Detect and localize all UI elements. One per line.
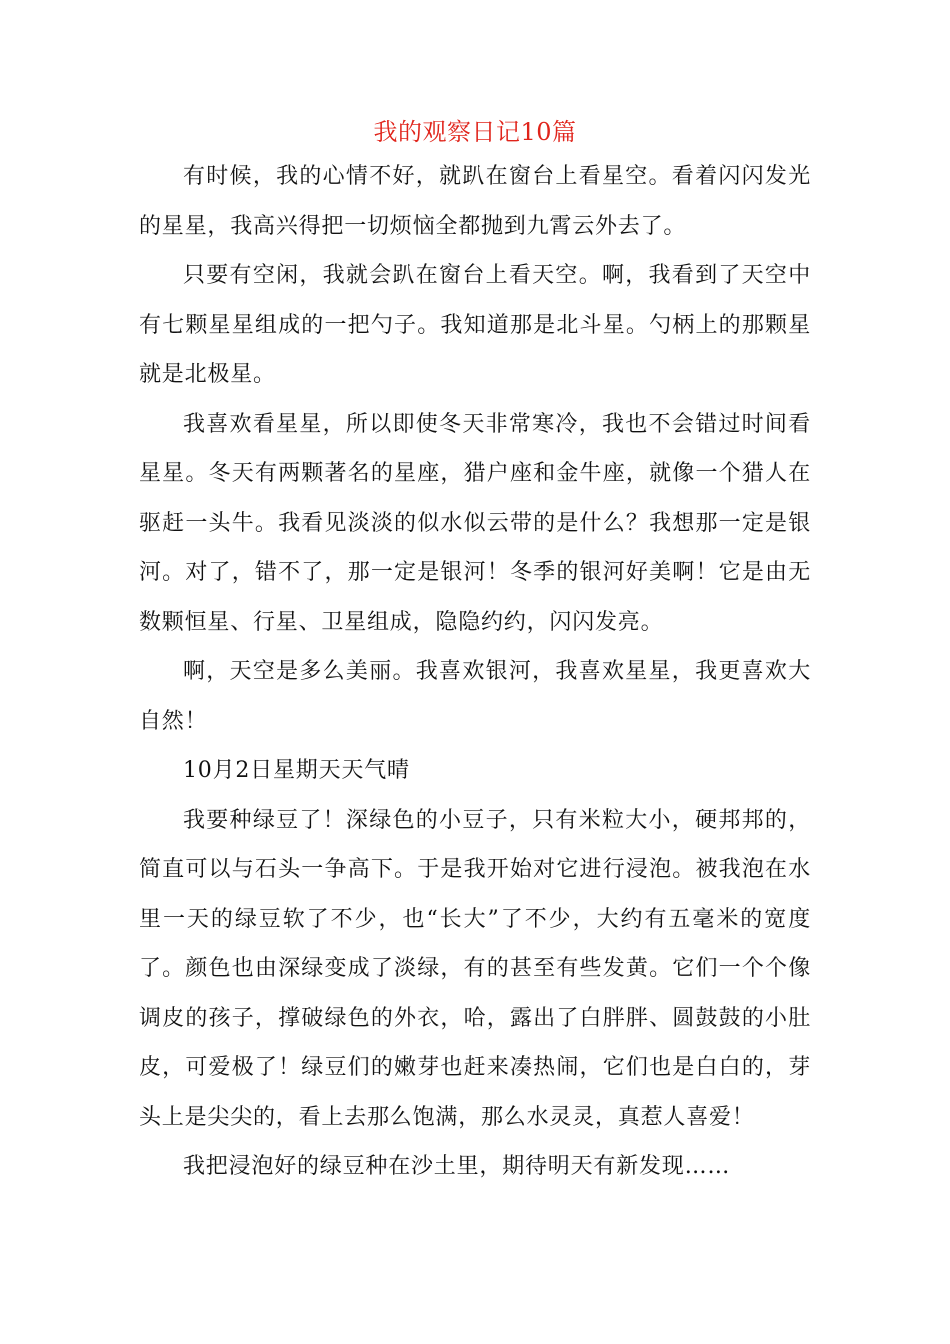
document-title: 我的观察日记10篇: [373, 118, 577, 146]
diary-date-line: 10月2日星期天天气晴: [183, 758, 410, 783]
paragraph-6: 我要种绿豆了！深绿色的小豆子，只有米粒大小，硬邦邦的，简直可以与石头一争高下。于是我开始对它进行浸泡。被我泡在水里一天的绿豆软了不少，也“长大”了不少，大约有五毫米的宽度了。颜色也由深绿变成了淡绿，有的甚至有些发黄。它们一个个像调皮的孩子，撑破绿色的外衣，哈，露出了白胖胖、圆鼓鼓的小肚皮，可爱极了！绿豆们的嫩芽也赶来凑热闹，它们也是白白的，芽头上是尖尖的，看上去那么饱满，那么水灵灵，真惹人喜爱！: [139, 807, 811, 1130]
document-page: [139, 112, 811, 1192]
paragraph-2: 只要有空闲，我就会趴在窗台上看天空。啊，我看到了天空中有七颗星星组成的一把勺子。我知道那是北斗星。勺柄上的那颗星就是北极星。: [139, 263, 811, 387]
paragraph-4: 啊，天空是多么美丽。我喜欢银河，我喜欢星星，我更喜欢大自然！: [139, 659, 811, 734]
paragraph-1: 有时候，我的心情不好，就趴在窗台上看星空。看着闪闪发光的星星，我高兴得把一切烦恼全都抛到九霄云外去了。: [139, 164, 811, 239]
paragraph-7: 我把浸泡好的绿豆种在沙土里，期待明天有新发现……: [183, 1154, 731, 1179]
paragraph-3: 我喜欢看星星，所以即使冬天非常寒冷，我也不会错过时间看星星。冬天有两颗著名的星座，猎户座和金牛座，就像一个猎人在驱赶一头牛。我看见淡淡的似水似云带的是什么？我想那一定是银河。对了，错不了，那一定是银河！冬季的银河好美啊！它是由无数颗恒星、行星、卫星组成，隐隐约约，闪闪发亮。: [139, 411, 811, 635]
